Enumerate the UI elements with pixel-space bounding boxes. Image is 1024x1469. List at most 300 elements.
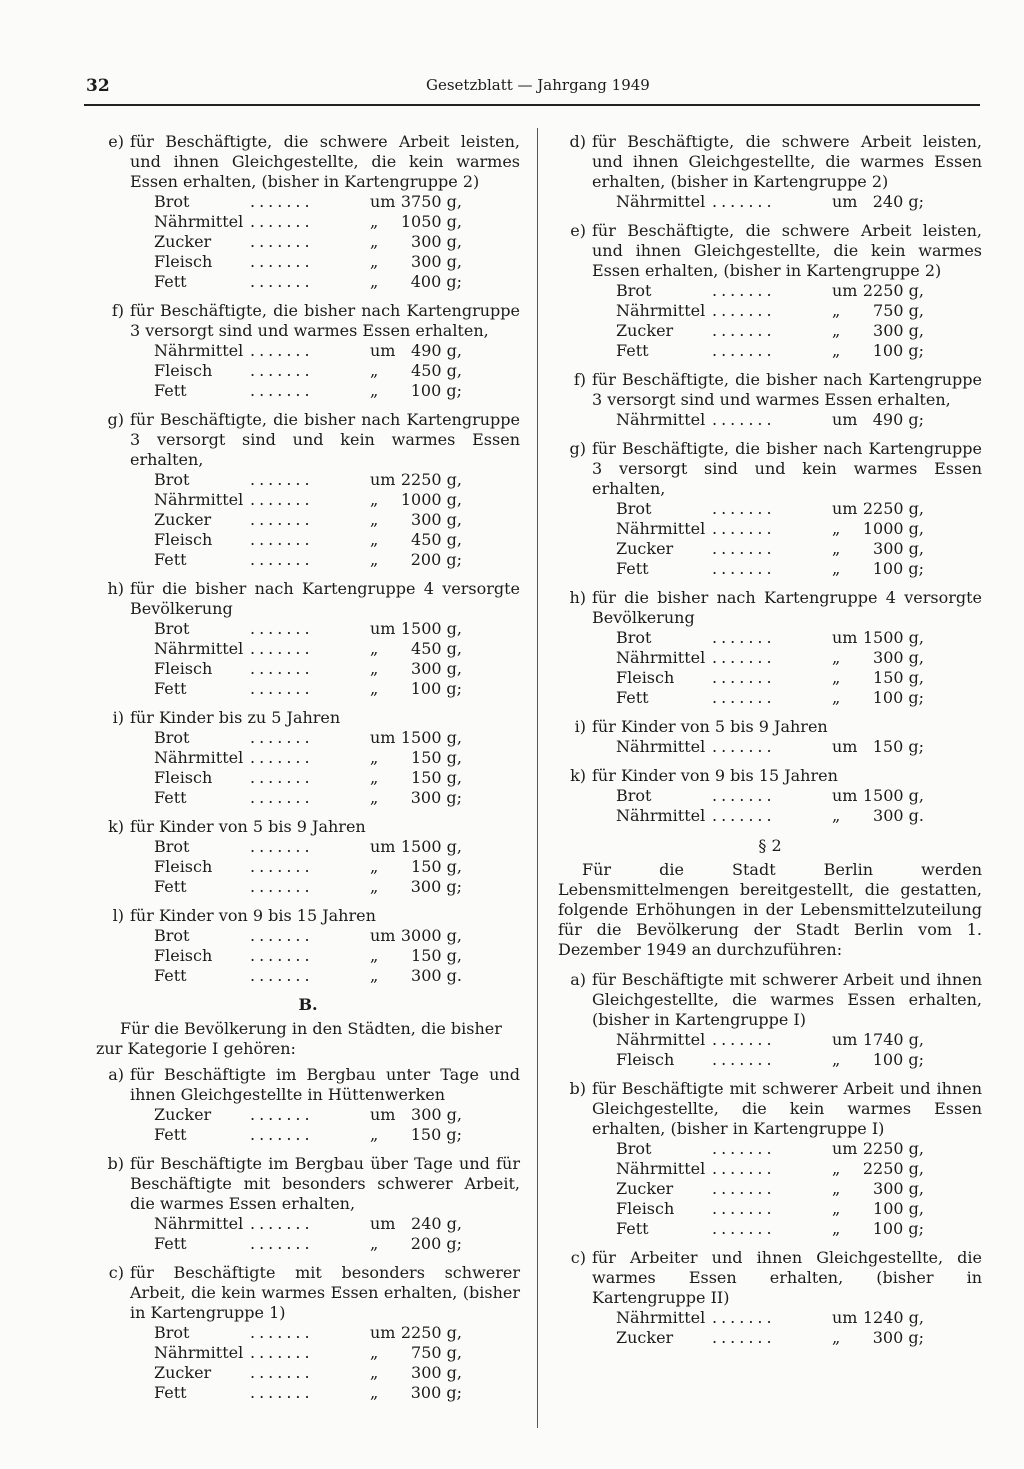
section-b-items — [96, 1065, 520, 1403]
food-amount: 300 g; — [410, 877, 462, 896]
item-label: c) — [570, 1248, 586, 1267]
ration-table — [616, 628, 982, 708]
ration-row — [154, 1214, 520, 1234]
amount-prefix: um — [370, 192, 396, 211]
item-label: d) — [569, 132, 586, 151]
amount-prefix: um — [370, 728, 396, 747]
amount-prefix: „ — [370, 748, 379, 767]
list-item — [558, 132, 982, 212]
dot-leader: ....... — [712, 1199, 776, 1218]
ration-row — [616, 1308, 982, 1328]
food-amount: 100 g; — [872, 341, 924, 360]
food-amount: 300 g, — [411, 252, 462, 271]
food-name: Fett — [154, 550, 187, 569]
section-2-title: § 2 — [758, 836, 782, 855]
amount-prefix: um — [832, 1308, 858, 1327]
food-name: Fett — [154, 679, 187, 698]
food-amount: 2250 g, — [862, 1139, 924, 1158]
ration-row — [616, 321, 982, 341]
food-name: Nährmittel — [616, 1030, 706, 1049]
amount-prefix: um — [370, 1323, 396, 1342]
amount-prefix: um — [832, 737, 858, 756]
ration-row — [616, 648, 982, 668]
food-name: Nährmittel — [154, 639, 244, 658]
amount-prefix: „ — [370, 1343, 379, 1362]
ration-row — [616, 341, 982, 361]
item-label: e) — [570, 221, 586, 240]
food-name: Fett — [616, 688, 649, 707]
ration-row — [154, 381, 520, 401]
food-amount: 1500 g, — [862, 628, 924, 647]
food-name: Brot — [154, 1323, 190, 1342]
ration-row — [154, 212, 520, 232]
item-text: für Beschäftigte im Bergbau über Tage und für Beschäftigte mit besonders schwerer Arbeit, die warmes Essen erhalten, — [130, 1154, 520, 1213]
ration-row — [154, 926, 520, 946]
item-label: i) — [112, 708, 124, 727]
right-column — [558, 132, 982, 1357]
dot-leader: ....... — [250, 252, 314, 271]
ration-row — [154, 1323, 520, 1343]
food-amount: 150 g, — [411, 857, 462, 876]
ration-table — [154, 192, 520, 292]
dot-leader: ....... — [250, 1234, 314, 1253]
food-name: Brot — [154, 192, 190, 211]
ration-row — [154, 232, 520, 252]
ration-row — [154, 946, 520, 966]
amount-prefix: um — [832, 1139, 858, 1158]
ration-table — [616, 1030, 982, 1070]
item-text: für Beschäftigte mit besonders schwerer Arbeit, die kein warmes Essen erhalten, (bisher in Kartengruppe 1) — [130, 1263, 520, 1322]
food-amount: 2250 g, — [862, 1159, 924, 1178]
ration-row — [616, 410, 982, 430]
food-amount: 300 g, — [873, 1179, 924, 1198]
dot-leader: ....... — [250, 1343, 314, 1362]
food-name: Nährmittel — [616, 519, 706, 538]
dot-leader: ....... — [712, 668, 776, 687]
item-text: für Kinder bis zu 5 Jahren — [130, 708, 341, 727]
amount-prefix: „ — [370, 857, 379, 876]
item-text: für Beschäftigte, die bisher nach Kartengruppe 3 versorgt sind und warmes Essen erhalten, — [592, 370, 982, 409]
dot-leader: ....... — [250, 1363, 314, 1382]
item-label: a) — [108, 1065, 124, 1084]
food-amount: 200 g; — [410, 1234, 462, 1253]
food-amount: 300 g, — [411, 510, 462, 529]
ration-row — [154, 1383, 520, 1403]
amount-prefix: um — [370, 1214, 396, 1233]
food-amount: 300 g; — [410, 788, 462, 807]
dot-leader: ....... — [250, 659, 314, 678]
food-amount: 100 g; — [410, 381, 462, 400]
item-label: e) — [108, 132, 124, 151]
ration-row — [154, 550, 520, 570]
amount-prefix: „ — [370, 361, 379, 380]
food-amount: 750 g, — [873, 301, 924, 320]
food-amount: 750 g, — [411, 1343, 462, 1362]
dot-leader: ....... — [712, 519, 776, 538]
item-text: für die bisher nach Kartengruppe 4 versorgte Bevölkerung — [592, 588, 982, 627]
dot-leader: ....... — [712, 410, 776, 429]
ration-row — [154, 490, 520, 510]
food-amount: 3750 g, — [400, 192, 462, 211]
ration-row — [154, 1125, 520, 1145]
dot-leader: ....... — [250, 361, 314, 380]
page-number: 32 — [86, 76, 110, 96]
amount-prefix: „ — [832, 321, 841, 340]
ration-table — [154, 728, 520, 808]
food-amount: 300 g, — [873, 539, 924, 558]
ration-row — [154, 192, 520, 212]
amount-prefix: „ — [832, 301, 841, 320]
food-name: Nährmittel — [616, 648, 706, 667]
column-divider — [537, 128, 538, 1428]
food-amount: 300 g; — [410, 1383, 462, 1402]
dot-leader: ....... — [712, 1328, 776, 1347]
food-name: Zucker — [154, 510, 212, 529]
dot-leader: ....... — [250, 232, 314, 251]
amount-prefix: „ — [832, 1159, 841, 1178]
dot-leader: ....... — [712, 648, 776, 667]
food-amount: 1500 g, — [400, 728, 462, 747]
list-item — [96, 579, 520, 699]
food-name: Fett — [154, 788, 187, 807]
ration-row — [616, 806, 982, 826]
ration-row — [616, 628, 982, 648]
list-item — [558, 221, 982, 361]
item-label: f) — [573, 370, 586, 389]
food-amount: 200 g; — [410, 550, 462, 569]
food-amount: 300 g, — [411, 659, 462, 678]
food-name: Fleisch — [616, 1050, 675, 1069]
ration-row — [154, 728, 520, 748]
dot-leader: ....... — [250, 1105, 314, 1124]
amount-prefix: „ — [370, 788, 379, 807]
dot-leader: ....... — [712, 539, 776, 558]
dot-leader: ....... — [250, 768, 314, 787]
food-amount: 300 g. — [873, 806, 924, 825]
list-item — [96, 301, 520, 401]
food-name: Nährmittel — [616, 806, 706, 825]
food-amount: 450 g, — [411, 530, 462, 549]
ration-row — [616, 1199, 982, 1219]
amount-prefix: um — [370, 619, 396, 638]
food-name: Nährmittel — [154, 1214, 244, 1233]
amount-prefix: „ — [370, 1383, 379, 1402]
amount-prefix: „ — [832, 341, 841, 360]
food-name: Nährmittel — [154, 1343, 244, 1362]
food-name: Nährmittel — [616, 192, 706, 211]
ration-table — [154, 470, 520, 570]
food-name: Zucker — [616, 1179, 674, 1198]
amount-prefix: „ — [370, 550, 379, 569]
ration-row — [154, 530, 520, 550]
ration-table — [616, 1308, 982, 1348]
section-2-text: Für die Stadt Berlin werden Lebensmittelmengen bereitgestellt, die gestatten, folgende Erhöhungen in der Lebensmittelzuteilung für die Bevölkerung der Stadt Berlin vom 1. Dezember 1949 an durchzuführen: — [558, 860, 982, 959]
dot-leader: ....... — [712, 559, 776, 578]
page-header — [86, 74, 978, 104]
dot-leader: ....... — [712, 688, 776, 707]
food-name: Fleisch — [154, 768, 213, 787]
dot-leader: ....... — [250, 748, 314, 767]
food-amount: 2250 g, — [400, 1323, 462, 1342]
ration-row — [154, 252, 520, 272]
dot-leader: ....... — [250, 470, 314, 489]
food-name: Brot — [154, 470, 190, 489]
food-name: Fett — [154, 1234, 187, 1253]
food-amount: 100 g, — [873, 1199, 924, 1218]
food-amount: 1740 g, — [862, 1030, 924, 1049]
ration-row — [616, 1219, 982, 1239]
food-amount: 150 g, — [411, 768, 462, 787]
food-amount: 490 g; — [872, 410, 924, 429]
food-name: Nährmittel — [154, 748, 244, 767]
header-rule — [84, 104, 980, 106]
food-amount: 1050 g, — [400, 212, 462, 231]
item-label: k) — [108, 817, 124, 836]
dot-leader: ....... — [712, 281, 776, 300]
food-amount: 100 g; — [872, 559, 924, 578]
ration-row — [616, 1050, 982, 1070]
amount-prefix: um — [832, 499, 858, 518]
ration-row — [616, 786, 982, 806]
ration-row — [616, 1030, 982, 1050]
food-name: Fleisch — [154, 659, 213, 678]
item-text: für Beschäftigte mit schwerer Arbeit und ihnen Gleichgestellte, die warmes Essen erhalten, (bisher in Kartengruppe I) — [592, 970, 982, 1029]
ration-row — [154, 679, 520, 699]
food-amount: 300 g, — [873, 648, 924, 667]
ration-row — [154, 1234, 520, 1254]
ration-table — [616, 281, 982, 361]
dot-leader: ....... — [250, 788, 314, 807]
amount-prefix: um — [370, 341, 396, 360]
item-text: für Beschäftigte, die bisher nach Kartengruppe 3 versorgt sind und kein warmes Essen erhalten, — [592, 439, 982, 498]
amount-prefix: „ — [832, 688, 841, 707]
dot-leader: ....... — [712, 499, 776, 518]
amount-prefix: um — [370, 926, 396, 945]
amount-prefix: „ — [832, 1199, 841, 1218]
item-label: k) — [570, 766, 586, 785]
item-text: für Beschäftigte, die bisher nach Kartengruppe 3 versorgt sind und warmes Essen erhalten, — [130, 301, 520, 340]
list-item — [96, 1154, 520, 1254]
list-item — [96, 708, 520, 808]
food-name: Fett — [154, 1125, 187, 1144]
section-b-intro: Für die Bevölkerung in den Städten, die bisher zur Kategorie I gehören: — [96, 1019, 502, 1058]
list-item — [558, 439, 982, 579]
ration-table — [616, 1139, 982, 1239]
food-name: Nährmittel — [616, 1159, 706, 1178]
dot-leader: ....... — [250, 619, 314, 638]
item-label: i) — [574, 717, 586, 736]
food-amount: 100 g; — [872, 688, 924, 707]
dot-leader: ....... — [712, 301, 776, 320]
food-amount: 100 g; — [872, 1219, 924, 1238]
food-name: Fett — [616, 341, 649, 360]
ration-row — [154, 341, 520, 361]
food-amount: 1000 g, — [400, 490, 462, 509]
ration-table — [154, 837, 520, 897]
food-name: Brot — [616, 499, 652, 518]
amount-prefix: „ — [370, 232, 379, 251]
amount-prefix: „ — [370, 679, 379, 698]
ration-table — [154, 1105, 520, 1145]
amount-prefix: „ — [370, 768, 379, 787]
amount-prefix: „ — [370, 252, 379, 271]
food-amount: 150 g, — [873, 668, 924, 687]
item-text: für Beschäftigte im Bergbau unter Tage und ihnen Gleichgestellte in Hüttenwerken — [130, 1065, 520, 1104]
list-item — [96, 410, 520, 570]
dot-leader: ....... — [250, 341, 314, 360]
list-item — [96, 1065, 520, 1145]
food-name: Zucker — [154, 232, 212, 251]
ration-table — [154, 1323, 520, 1403]
food-name: Brot — [154, 837, 190, 856]
amount-prefix: „ — [370, 966, 379, 985]
running-title: Gesetzblatt — Jahrgang 1949 — [426, 76, 650, 94]
item-text: für Arbeiter und ihnen Gleichgestellte, die warmes Essen erhalten, (bisher in Kartengruppe II) — [592, 1248, 982, 1307]
ration-table — [616, 737, 982, 757]
ration-row — [616, 301, 982, 321]
dot-leader: ....... — [712, 1050, 776, 1069]
ration-table — [154, 619, 520, 699]
food-amount: 1500 g, — [400, 837, 462, 856]
food-amount: 450 g, — [411, 361, 462, 380]
ration-row — [616, 1179, 982, 1199]
amount-prefix: um — [832, 281, 858, 300]
amount-prefix: „ — [832, 806, 841, 825]
ration-row — [616, 281, 982, 301]
dot-leader: ....... — [250, 381, 314, 400]
ration-row — [154, 768, 520, 788]
food-amount: 150 g, — [411, 748, 462, 767]
food-name: Zucker — [616, 539, 674, 558]
dot-leader: ....... — [250, 212, 314, 231]
food-name: Fleisch — [154, 946, 213, 965]
food-amount: 1500 g, — [862, 786, 924, 805]
ration-row — [616, 559, 982, 579]
food-amount: 1000 g, — [862, 519, 924, 538]
amount-prefix: „ — [832, 1179, 841, 1198]
list-item — [96, 132, 520, 292]
dot-leader: ....... — [250, 679, 314, 698]
ration-row — [154, 619, 520, 639]
ration-row — [154, 788, 520, 808]
ration-row — [616, 499, 982, 519]
amount-prefix: um — [832, 628, 858, 647]
amount-prefix: „ — [832, 559, 841, 578]
list-item — [558, 370, 982, 430]
amount-prefix: „ — [832, 519, 841, 538]
food-amount: 240 g; — [872, 192, 924, 211]
food-amount: 2250 g, — [862, 499, 924, 518]
left-column — [96, 132, 520, 1412]
amount-prefix: „ — [370, 530, 379, 549]
food-name: Fett — [616, 559, 649, 578]
dot-leader: ....... — [250, 1125, 314, 1144]
food-name: Brot — [154, 728, 190, 747]
ration-row — [154, 1363, 520, 1383]
ration-row — [154, 470, 520, 490]
ration-row — [616, 539, 982, 559]
food-amount: 450 g, — [411, 639, 462, 658]
food-amount: 100 g; — [872, 1050, 924, 1069]
food-name: Fett — [154, 877, 187, 896]
food-name: Brot — [154, 619, 190, 638]
dot-leader: ....... — [250, 857, 314, 876]
dot-leader: ....... — [712, 628, 776, 647]
ration-table — [616, 192, 982, 212]
food-amount: 150 g; — [410, 1125, 462, 1144]
list-item — [558, 588, 982, 708]
food-amount: 1240 g, — [862, 1308, 924, 1327]
dot-leader: ....... — [712, 1219, 776, 1238]
food-amount: 300 g; — [872, 1328, 924, 1347]
dot-leader: ....... — [250, 728, 314, 747]
list-item — [96, 817, 520, 897]
list-item — [558, 766, 982, 826]
food-name: Fleisch — [154, 252, 213, 271]
ration-row — [616, 1139, 982, 1159]
amount-prefix: „ — [370, 639, 379, 658]
ration-row — [616, 1328, 982, 1348]
dot-leader: ....... — [250, 639, 314, 658]
amount-prefix: „ — [832, 1328, 841, 1347]
item-text: für Beschäftigte, die bisher nach Kartengruppe 3 versorgt sind und kein warmes Essen erhalten, — [130, 410, 520, 469]
list-item — [96, 1263, 520, 1403]
food-amount: 300 g, — [873, 321, 924, 340]
dot-leader: ....... — [712, 192, 776, 211]
item-text: für Beschäftigte, die schwere Arbeit leisten, und ihnen Gleichgestellte, die kein warmes Essen erhalten, (bisher in Kartengruppe 2) — [130, 132, 520, 191]
amount-prefix: „ — [370, 381, 379, 400]
dot-leader: ....... — [712, 1139, 776, 1158]
food-name: Fett — [616, 1219, 649, 1238]
dot-leader: ....... — [712, 321, 776, 340]
ration-row — [154, 1343, 520, 1363]
section-2-items — [558, 970, 982, 1348]
ration-row — [616, 668, 982, 688]
food-name: Fleisch — [154, 530, 213, 549]
dot-leader: ....... — [250, 192, 314, 211]
dot-leader: ....... — [250, 926, 314, 945]
food-name: Fleisch — [154, 361, 213, 380]
food-amount: 2250 g, — [862, 281, 924, 300]
amount-prefix: um — [832, 1030, 858, 1049]
amount-prefix: „ — [832, 1050, 841, 1069]
food-amount: 2250 g, — [400, 470, 462, 489]
item-label: g) — [569, 439, 586, 458]
food-amount: 240 g, — [411, 1214, 462, 1233]
item-label: l) — [112, 906, 124, 925]
list-item — [558, 1248, 982, 1348]
left-items — [96, 132, 520, 986]
food-name: Brot — [616, 786, 652, 805]
amount-prefix: „ — [370, 946, 379, 965]
amount-prefix: „ — [370, 659, 379, 678]
ration-table — [154, 341, 520, 401]
ration-row — [616, 192, 982, 212]
amount-prefix: um — [370, 1105, 396, 1124]
amount-prefix: „ — [370, 877, 379, 896]
amount-prefix: „ — [370, 272, 379, 291]
dot-leader: ....... — [250, 530, 314, 549]
ration-row — [154, 1105, 520, 1125]
amount-prefix: um — [370, 470, 396, 489]
amount-prefix: um — [370, 837, 396, 856]
ration-table — [616, 499, 982, 579]
food-amount: 150 g, — [411, 946, 462, 965]
food-amount: 100 g; — [410, 679, 462, 698]
food-name: Fett — [154, 381, 187, 400]
item-text: für Kinder von 9 bis 15 Jahren — [130, 906, 376, 925]
food-name: Fett — [154, 1383, 187, 1402]
